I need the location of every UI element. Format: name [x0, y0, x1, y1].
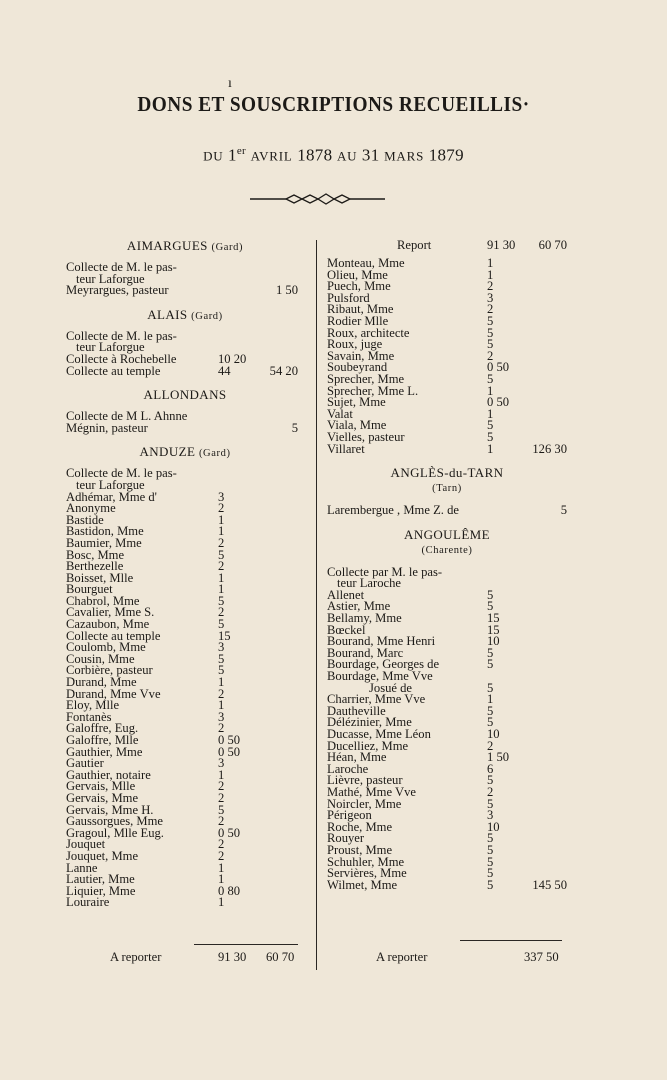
entry-amount: 5	[487, 657, 494, 672]
entry-name: Bosc, Mme	[66, 547, 125, 562]
entry-amount: 5	[218, 617, 225, 632]
entry-name: Eloy, Mlle	[66, 698, 120, 713]
entry-name: Charrier, Mme Vve	[327, 692, 426, 707]
right-footer-sum: 337 50	[524, 950, 559, 964]
entry-amount: 10	[487, 634, 500, 649]
section-region: (Gard)	[191, 310, 223, 322]
entry-row	[66, 363, 304, 378]
entry-name: Bourand, Mme Henri	[327, 634, 436, 649]
entry-name: teur Laroche	[337, 576, 401, 591]
entry-name: Collecte de M L. Ahnne	[66, 409, 188, 424]
entry-amount: 2	[487, 302, 494, 317]
entry-amount: 2	[218, 559, 225, 574]
entry-name: Valat	[327, 406, 353, 421]
section-region-line	[327, 545, 567, 559]
entry-amount: 2	[218, 837, 225, 852]
entry-subtotal: 145 50	[532, 877, 567, 892]
entry-name: Liquier, Mme	[66, 883, 136, 898]
entry-row	[327, 441, 567, 456]
entry-amount: 5	[487, 599, 494, 614]
entry-name: Servières, Mme	[327, 866, 407, 881]
entry-amount: 5	[218, 802, 225, 817]
entry-amount: 2	[487, 348, 494, 363]
entry-name: Report	[397, 238, 432, 252]
entry-amount: 1	[487, 383, 494, 398]
entry-name: teur Laforgue	[76, 477, 145, 492]
section-name: ANGLÈS-du-TARN	[390, 465, 504, 481]
entry-subtotal: 1 50	[275, 283, 298, 298]
entry-name: Laroche	[327, 761, 369, 776]
entry-name: Roche, Mme	[327, 819, 393, 834]
entry-amount: 1	[487, 406, 494, 421]
entry-name: Bastidon, Mme	[66, 524, 144, 539]
entry-amount: 2	[218, 848, 225, 863]
section-name: ANDUZE	[139, 444, 196, 460]
entry-amount: 1	[218, 675, 225, 690]
entry-amount: 1	[487, 441, 494, 456]
column-divider	[316, 240, 317, 970]
entry-amount: 1	[218, 860, 225, 875]
entry-amount: 5	[487, 680, 494, 695]
entry-row	[327, 505, 567, 517]
entry-amount: 1	[487, 256, 494, 270]
entry-amount: 5	[487, 854, 494, 869]
entry-name: teur Laforgue	[76, 271, 145, 286]
entry-name: Gervais, Mlle	[66, 779, 136, 794]
date-end-month: MARS	[384, 148, 425, 164]
entry-name: Cazaubon, Mme	[66, 617, 150, 632]
entry-name: Bastide	[66, 512, 104, 527]
entry-subtotal: 60 70	[538, 238, 567, 252]
entry-name: Collecte par M. le pas-	[327, 564, 443, 579]
left-column	[66, 240, 304, 909]
entry-row	[327, 671, 567, 683]
entry-amount: 5	[487, 773, 494, 788]
entry-name: Fontanès	[66, 709, 112, 724]
entry-name: Collecte au temple	[66, 628, 161, 643]
right-footer-label: A reporter	[376, 950, 428, 964]
entry-name: Mathé, Mme Vve	[327, 784, 416, 799]
entry-amount: 1 50	[487, 750, 510, 765]
entry-amount: 15	[487, 622, 500, 637]
entry-amount: 3	[218, 640, 225, 655]
section-heading	[66, 306, 304, 323]
entry-name: Bellamy, Mme	[327, 611, 402, 626]
entry-amount: 1	[218, 895, 225, 910]
entry-name: Viala, Mme	[327, 418, 387, 433]
entry-amount: 15	[487, 611, 500, 626]
entry-amount: 3	[487, 290, 494, 305]
entry-amount: 1	[218, 524, 225, 539]
entry-amount: 5	[218, 593, 225, 608]
left-footer-amount: 91 30	[218, 950, 247, 964]
entry-name: Ducelliez, Mme	[327, 738, 409, 753]
entry-name: Meyrargues, pasteur	[66, 283, 169, 298]
left-footer-sum: 60 70	[266, 950, 295, 964]
entry-name: Rouyer	[327, 831, 365, 846]
entry-name: Coulomb, Mme	[66, 640, 146, 655]
entry-name: Wilmet, Mme	[327, 877, 398, 892]
entry-amount: 10 20	[218, 351, 247, 366]
entry-amount: 0 50	[218, 744, 241, 759]
entry-amount: 0 50	[487, 360, 510, 375]
date-start-sup: er	[236, 145, 247, 157]
entry-amount: 0 50	[218, 733, 241, 747]
entry-name: Louraire	[66, 895, 110, 910]
entry-name: Jouquet	[66, 837, 106, 852]
entry-subtotal: 5	[560, 503, 567, 518]
entry-name: Bourdage, Mme Vve	[327, 669, 433, 684]
entry-name: Galoffre, Eug.	[66, 721, 139, 736]
entry-name: Gauthier, notaire	[66, 767, 151, 782]
section-heading	[66, 240, 304, 254]
entry-name: Larembergue , Mme Z. de	[327, 503, 459, 518]
entry-name: Délézinier, Mme	[327, 715, 412, 730]
entry-name: Corbière, pasteur	[66, 663, 153, 678]
entry-subtotal: 126 30	[532, 441, 567, 456]
entry-name: Collecte de M. le pas-	[66, 466, 177, 481]
entry-amount: 2	[487, 279, 494, 294]
entry-row	[66, 285, 304, 297]
entry-name: Durand, Mme	[66, 675, 137, 690]
entry-amount: 0 50	[487, 395, 510, 410]
entry-row	[327, 397, 567, 409]
entry-amount: 2	[218, 686, 225, 701]
entry-name: Allenet	[327, 587, 365, 602]
entry-amount: 2	[218, 535, 225, 550]
entry-amount: 2	[218, 814, 225, 829]
entry-amount: 5	[487, 842, 494, 857]
entry-name: Bourdage, Georges de	[327, 657, 440, 672]
entry-name: Bourand, Marc	[327, 645, 404, 660]
entry-amount: 0 50	[218, 825, 241, 840]
entry-amount: 2	[218, 779, 225, 794]
entry-row	[66, 420, 304, 435]
entry-row	[66, 897, 304, 909]
section-name: AIMARGUES	[126, 238, 208, 253]
entry-name: Bœckel	[327, 622, 366, 637]
entry-name: Adhémar, Mme d'	[66, 489, 157, 504]
entry-name: Collecte au temple	[66, 363, 161, 378]
entry-name: Durand, Mme Vve	[66, 686, 161, 701]
entry-name: Monteau, Mme	[327, 256, 405, 270]
entry-amount: 6	[487, 761, 494, 776]
entry-name: Gervais, Mme H.	[66, 802, 154, 817]
entry-name: Schuhler, Mme	[327, 854, 405, 869]
entry-name: Boisset, Mlle	[66, 570, 134, 585]
entry-amount: 15	[218, 628, 231, 643]
entry-name: Cavalier, Mme S.	[66, 605, 155, 620]
entry-name: Josué de	[369, 680, 413, 695]
entry-name: Gauthier, Mme	[66, 744, 143, 759]
entry-amount: 44	[218, 363, 231, 378]
entry-name: Astier, Mme	[327, 599, 391, 614]
entry-amount: 5	[487, 418, 494, 433]
date-end-day: 31	[361, 145, 380, 165]
entry-name: Chabrol, Mme	[66, 593, 140, 608]
entry-name: Puech, Mme	[327, 279, 391, 294]
section-heading	[327, 467, 567, 481]
entry-name: Soubeyrand	[327, 360, 388, 375]
entry-name: Sprecher, Mme	[327, 371, 405, 386]
entry-amount: 2	[487, 738, 494, 753]
entry-amount: 10	[487, 727, 500, 741]
entry-amount: 2	[218, 721, 225, 736]
entry-name: Baumier, Mme	[66, 535, 142, 550]
printer-mark: ı	[228, 76, 232, 91]
section-region: (Tarn)	[432, 483, 462, 495]
entry-name: Berthezelle	[66, 559, 124, 574]
entry-name: Lièvre, pasteur	[327, 773, 403, 788]
left-total-rule	[194, 944, 298, 945]
entry-name: Gervais, Mme	[66, 790, 139, 805]
entry-amount: 5	[487, 429, 494, 444]
entry-name: Ducasse, Mme Léon	[327, 727, 431, 741]
date-range	[0, 145, 667, 166]
entry-amount: 5	[487, 645, 494, 660]
entry-name: Roux, juge	[327, 337, 383, 352]
entry-amount: 91 30	[487, 238, 516, 252]
entry-amount: 2	[218, 501, 225, 516]
entry-name: Olieu, Mme	[327, 267, 388, 282]
entry-name: Collecte de M. le pas-	[66, 260, 177, 274]
entry-name: Ribaut, Mme	[327, 302, 394, 317]
entry-subtotal: 54 20	[269, 363, 298, 378]
section-region: (Gard)	[198, 448, 231, 460]
entry-name: Galoffre, Mlle	[66, 733, 139, 747]
section-heading	[327, 526, 567, 543]
entry-amount: 5	[487, 313, 494, 328]
entry-amount: 1	[218, 698, 225, 713]
entry-amount: 5	[218, 547, 225, 562]
section-heading	[66, 389, 304, 403]
entry-name: Proust, Mme	[327, 842, 393, 857]
entry-name: Rodier Mlle	[327, 313, 389, 328]
entry-amount: 5	[487, 325, 494, 340]
date-au: AU	[336, 148, 358, 164]
entry-amount: 2	[218, 605, 225, 620]
entry-name: Lanne	[66, 860, 98, 875]
section-heading	[66, 446, 304, 460]
date-start-month: AVRIL	[250, 148, 293, 164]
entry-amount: 5	[487, 715, 494, 730]
entry-amount: 5	[487, 337, 494, 352]
entry-name: Dautheville	[327, 703, 386, 718]
entry-amount: 5	[487, 587, 494, 602]
entry-amount: 1	[218, 872, 225, 887]
entry-name: Gragoul, Mlle Eug.	[66, 825, 164, 840]
entry-amount: 2	[487, 784, 494, 799]
entry-amount: 1	[218, 512, 225, 527]
section-region: (Charente)	[421, 544, 473, 556]
section-name: ANGOULÊME	[404, 526, 490, 542]
page-title: DONS ET SOUSCRIPTIONS RECUEILLIS·	[137, 92, 530, 116]
entry-subtotal: 5	[291, 420, 298, 435]
section-region-line	[327, 483, 567, 497]
entry-amount: 1	[487, 267, 494, 282]
date-start-year: 1878	[297, 145, 333, 165]
entry-name: Gaussorgues, Mme	[66, 814, 164, 829]
section-name: ALAIS	[147, 306, 188, 322]
entry-row	[327, 877, 567, 892]
entry-name: Jouquet, Mme	[66, 848, 139, 863]
entry-amount: 5	[218, 651, 225, 666]
entry-name: Roux, architecte	[327, 325, 410, 340]
entry-amount: 5	[487, 371, 494, 386]
entry-amount: 3	[218, 709, 225, 724]
section-name: ALLONDANS	[143, 387, 227, 403]
entry-amount: 5	[487, 866, 494, 881]
entry-row	[66, 848, 304, 863]
entry-name: Cousin, Mme	[66, 651, 135, 666]
entry-amount: 0 80	[218, 883, 241, 898]
entry-name: Pulsford	[327, 290, 370, 305]
left-footer-label: A reporter	[110, 950, 162, 964]
entry-name: Gautier	[66, 756, 104, 771]
date-end-year: 1879	[428, 145, 464, 165]
entry-name: teur Laforgue	[76, 340, 145, 355]
right-column	[327, 240, 567, 891]
entry-name: Bourguet	[66, 582, 113, 597]
entry-name: Sprecher, Mme L.	[327, 383, 419, 398]
entry-name: Collecte à Rochebelle	[66, 351, 177, 366]
entry-name: Lautier, Mme	[66, 872, 135, 887]
entry-name: Périgeon	[327, 808, 372, 823]
entry-amount: 5	[487, 877, 494, 892]
entry-amount: 3	[218, 756, 225, 771]
date-start-day: 1	[228, 145, 237, 165]
entry-name: Héan, Mme	[327, 750, 387, 765]
entry-name: Anonyme	[66, 501, 116, 516]
entry-amount: 10	[487, 819, 500, 834]
entry-name: Collecte de M. le pas-	[66, 328, 177, 343]
ornament-divider	[250, 192, 385, 206]
section-region: (Gard)	[211, 242, 244, 253]
entry-amount: 5	[218, 663, 225, 678]
entry-name: Vielles, pasteur	[327, 429, 405, 444]
entry-amount: 1	[487, 692, 494, 707]
right-total-rule	[460, 940, 562, 941]
entry-amount: 3	[487, 808, 494, 823]
entry-name: Mégnin, pasteur	[66, 420, 148, 435]
date-du: DU	[203, 148, 224, 164]
entry-name: Noircler, Mme	[327, 796, 402, 811]
entry-amount: 5	[487, 831, 494, 846]
entry-amount: 3	[218, 489, 225, 504]
entry-name: Sujet, Mme	[327, 395, 386, 410]
entry-amount: 1	[218, 767, 225, 782]
entry-name: Savain, Mme	[327, 348, 395, 363]
entry-amount: 1	[218, 570, 225, 585]
entry-amount: 2	[218, 790, 225, 805]
entry-amount: 1	[218, 582, 225, 597]
entry-amount: 5	[487, 703, 494, 718]
entry-amount: 5	[487, 796, 494, 811]
entry-name: Villaret	[327, 441, 365, 456]
